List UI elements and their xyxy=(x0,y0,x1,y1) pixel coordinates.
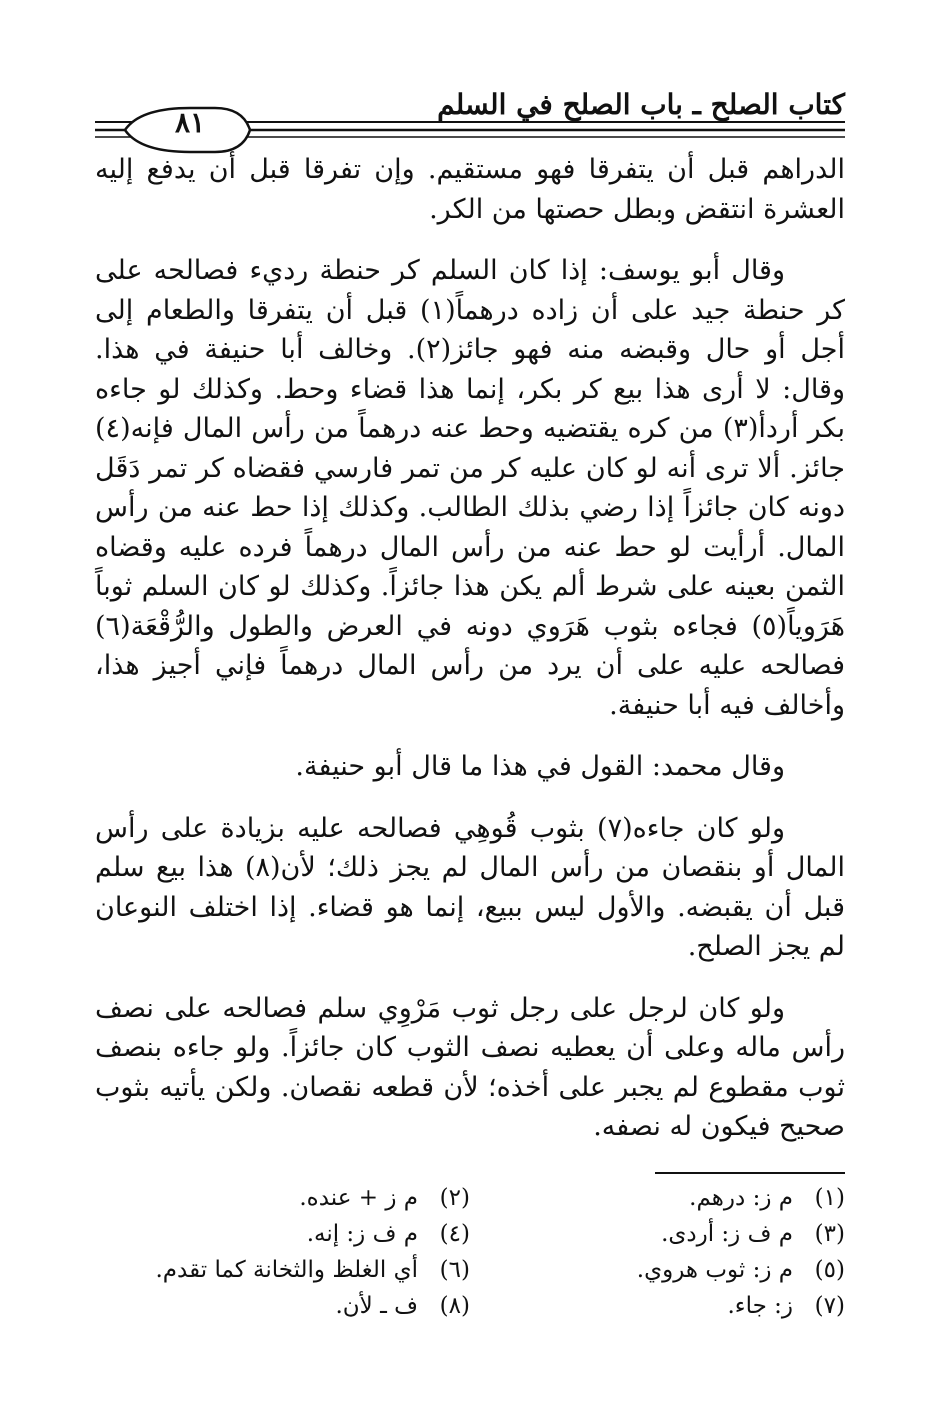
main-text xyxy=(95,150,845,1169)
footnote-text: م ف ز: إنه. xyxy=(306,1221,418,1247)
footnote-item xyxy=(470,1254,845,1286)
footnote-text: م ف ز: أردى. xyxy=(661,1221,793,1247)
page-number: ٨١ xyxy=(174,106,206,139)
footnote-text: م ز: درهم. xyxy=(689,1185,793,1211)
paragraph: وقال أبو يوسف: إذا كان السلم كر حنطة رديء فصالحه على كر حنطة جيد على أن زاده درهماً(١) قبل أن يتفرقا والطعام إلى أجل أو حال وقبضه منه فهو جائز(٢). وخالف أبا حنيفة في هذا. وقال: لا أرى هذا بيع كر بكر، إنما هذا قضاء وحط. وكذلك لو جاءه بكر أردأ(٣) من كره يقتضيه وحط عنه درهماً من رأس المال فإنه(٤) جائز. ألا ترى أنه لو كان عليه كر من تمر فارسي فقضاه كر تمر دَقَل دونه كان جائزاً إذا رضي بذلك الطالب. وكذلك إذا حط عنه من رأس المال. أرأيت لو حط عنه من رأس المال درهماً فرده عليه وقضاه الثمن بعينه على شرط ألم يكن هذا جائزاً. وكذلك لو كان السلم ثوباً هَرَوياً(٥) فجاءه بثوب هَرَوي دونه في العرض والطول والرُّقْعَة(٦) فصالحه عليه على أن يرد من رأس المال درهماً فإني أجيز هذا، وأخالف فيه أبا حنيفة. xyxy=(95,255,845,721)
paragraph: ولو كان لرجل على رجل ثوب مَرْوِي سلم فصالحه على نصف رأس ماله وعلى أن يعطيه نصف الثوب كان جائزاً. ولو جاءه بنصف ثوب مقطوع لم يجبر على أخذه؛ لأن قطعه نقصان. ولكن يأتيه بثوب صحيح فيكون له نصفه. xyxy=(95,992,845,1142)
footnote-number: (٢) xyxy=(439,1185,470,1211)
footnote-text: م ز + عنده. xyxy=(299,1185,418,1211)
footnote-item xyxy=(95,1254,470,1286)
footnote-text: أي الغلظ والثخانة كما تقدم. xyxy=(155,1257,418,1283)
footnote-separator xyxy=(655,1172,845,1174)
footnote-number: (٦) xyxy=(439,1257,470,1283)
footnote-item xyxy=(95,1218,470,1250)
footnote-number: (٥) xyxy=(814,1257,845,1283)
footnote-text: م ز: ثوب هروي. xyxy=(636,1257,793,1283)
footnote-number: (٣) xyxy=(814,1221,845,1247)
footnote-number: (٧) xyxy=(814,1293,845,1319)
footnote-number: (٨) xyxy=(439,1293,470,1319)
running-title: كتاب الصلح ـ باب الصلح في السلم xyxy=(437,88,845,121)
footnote-text: ف ـ لأن. xyxy=(335,1293,418,1319)
footnote-text: ز: جاء. xyxy=(727,1293,793,1319)
footnote-item xyxy=(470,1290,845,1322)
paragraph: وقال محمد: القول في هذا ما قال أبو حنيفة. xyxy=(295,751,785,782)
footnotes xyxy=(95,1182,845,1322)
footnote-number: (١) xyxy=(814,1185,845,1211)
footnote-item xyxy=(95,1290,470,1322)
footnote-item xyxy=(95,1182,470,1214)
footnote-number: (٤) xyxy=(439,1221,470,1247)
paragraph: ولو كان جاءه(٧) بثوب قُوهِي فصالحه عليه بزيادة على رأس المال أو بنقصان من رأس المال لم يجز ذلك؛ لأن(٨) هذا بيع سلم قبل أن يقبضه. والأول ليس ببيع، إنما هو قضاء. إذا اختلف النوعان لم يجز الصلح. xyxy=(95,812,845,962)
paragraph: الدراهم قبل أن يتفرقا فهو مستقيم. وإن تفرقا قبل أن يدفع إليه العشرة انتقض وبطل حصتها من الكر. xyxy=(95,154,845,225)
footnote-item xyxy=(470,1182,845,1214)
footnote-item xyxy=(470,1218,845,1250)
